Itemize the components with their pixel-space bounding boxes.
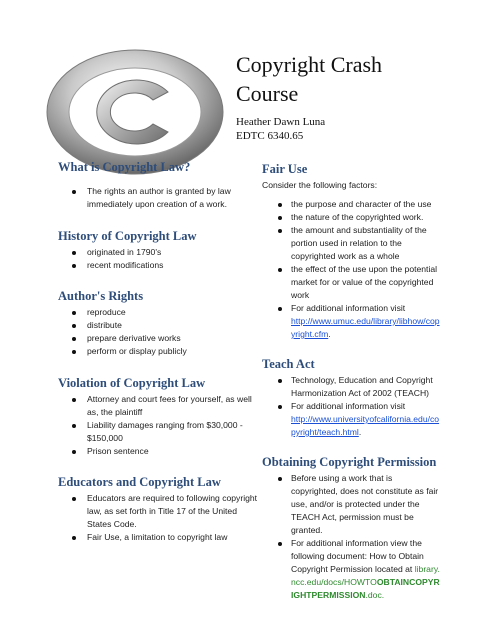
section-violation xyxy=(58,376,263,458)
list-item: reproduce xyxy=(58,306,263,319)
link-suffix: . xyxy=(328,329,331,339)
list-item: Before using a work that is copyrighted, does not constitute as fair use, and/or is protected under the TEACH Act, permission must be granted. xyxy=(262,472,440,537)
list-item: Fair Use, a limitation to copyright law xyxy=(58,531,263,544)
bullet-list xyxy=(262,472,440,602)
section-authors-rights xyxy=(58,289,263,358)
list-item: the effect of the use upon the potential market for or value of the copyrighted work xyxy=(262,263,440,302)
author-name: Heather Dawn Luna xyxy=(236,116,326,128)
document-title xyxy=(236,50,476,108)
list-item: the nature of the copyrighted work. xyxy=(262,211,440,224)
section-heading: History of Copyright Law xyxy=(58,229,197,243)
bullet-list xyxy=(58,185,263,211)
more-info-text: For additional information view the following document: How to Obtain Copyright Permission located at xyxy=(291,538,424,574)
section-heading: Violation of Copyright Law xyxy=(58,376,206,390)
list-item: Liability damages ranging from $30,000 - $150,000 xyxy=(58,419,263,445)
list-item: perform or display publicly xyxy=(58,345,263,358)
section-heading: What is Copyright Law? xyxy=(58,160,191,174)
list-item xyxy=(262,302,440,341)
bullet-list xyxy=(262,198,440,341)
location-bold: OBTAINCOPYRIGHTPERMISSION xyxy=(291,577,440,600)
title-line-1: Copyright Crash xyxy=(236,52,383,77)
section-what-is-copyright xyxy=(58,160,263,211)
uc-teach-act-link[interactable]: http://www.universityofcalifornia.edu/copyright/teach.html xyxy=(291,414,440,437)
link-suffix: . xyxy=(358,427,362,437)
list-item: Technology, Education and Copyright Harmonization Act of 2002 (TEACH) xyxy=(262,374,440,400)
intro-text: Consider the following factors: xyxy=(262,180,378,190)
more-info-text: For additional information visit xyxy=(291,401,406,411)
section-heading: Obtaining Copyright Permission xyxy=(262,455,437,469)
bullet-list xyxy=(58,492,263,544)
umuc-copyright-link[interactable]: http://www.umuc.edu/library/libhow/copyright.cfm xyxy=(291,316,440,339)
list-item: Attorney and court fees for yourself, as well as, the plaintiff xyxy=(58,393,263,419)
section-teach-act xyxy=(262,357,440,439)
copyright-symbol-icon xyxy=(40,40,230,180)
list-item: The rights an author is granted by law immediately upon creation of a work. xyxy=(58,185,263,211)
bullet-list xyxy=(58,393,263,458)
list-item: prepare derivative works xyxy=(58,332,263,345)
list-item: the purpose and character of the use xyxy=(262,198,440,211)
list-item: Prison sentence xyxy=(58,445,263,458)
section-obtaining-permission xyxy=(262,455,452,602)
list-item: distribute xyxy=(58,319,263,332)
bullet-list xyxy=(262,374,440,439)
list-item: the amount and substantiality of the portion used in relation to the copyrighted work as a whole xyxy=(262,224,440,263)
list-item: Educators are required to following copyright law, as set forth in Title 17 of the United States Code. xyxy=(58,492,263,531)
title-line-2: Course xyxy=(236,81,299,106)
list-item xyxy=(262,537,440,602)
section-fair-use xyxy=(262,162,440,341)
list-item: originated in 1790's xyxy=(58,246,263,259)
more-info-text: For additional information visit xyxy=(291,303,406,313)
section-heading: Educators and Copyright Law xyxy=(58,475,221,489)
copyright-logo xyxy=(40,40,230,180)
location-end: .doc. xyxy=(365,590,385,600)
section-heading: Fair Use xyxy=(262,162,308,176)
list-item: recent modifications xyxy=(58,259,263,272)
bullet-list xyxy=(58,306,263,358)
section-educators xyxy=(58,475,263,544)
author-block xyxy=(236,115,325,143)
location-plain: library.ncc.edu/docs/HOWTO xyxy=(291,564,440,587)
section-heading: Author's Rights xyxy=(58,289,144,303)
course-code: EDTC 6340.65 xyxy=(236,130,304,142)
bullet-list xyxy=(58,246,263,272)
section-heading: Teach Act xyxy=(262,357,315,371)
list-item xyxy=(262,400,440,439)
section-history xyxy=(58,229,263,272)
